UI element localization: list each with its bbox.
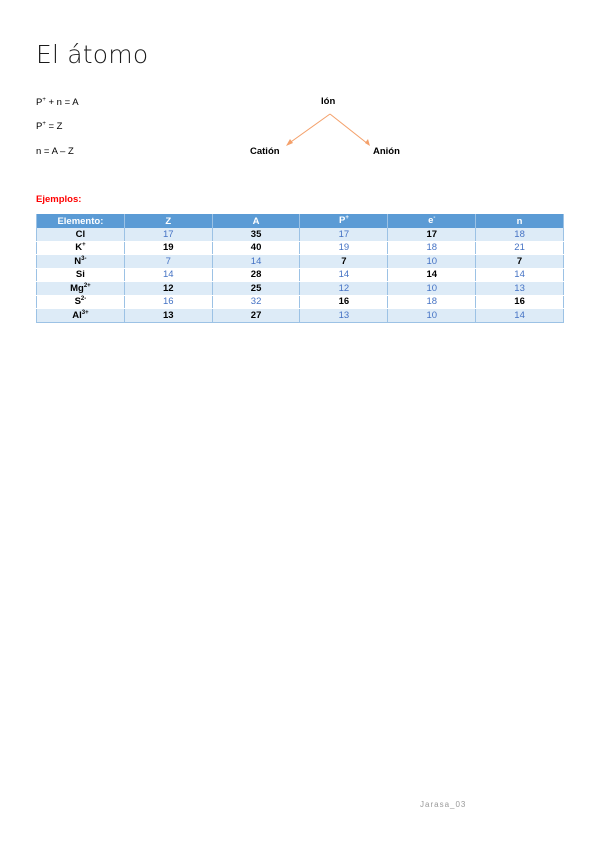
electron-value: 10 <box>388 282 476 296</box>
z-value: 13 <box>124 309 212 323</box>
arrow-head-anion <box>365 139 370 146</box>
neutron-value: 18 <box>476 228 564 241</box>
proton-value: 13 <box>300 309 388 323</box>
a-value: 27 <box>212 309 300 323</box>
neutron-value: 21 <box>476 241 564 255</box>
formula-mass-number: P+ + n = A <box>36 97 79 109</box>
proton-value: 7 <box>300 255 388 269</box>
proton-value: 14 <box>300 268 388 282</box>
electron-value: 18 <box>388 241 476 255</box>
element-symbol: Cl <box>37 228 125 241</box>
a-value: 35 <box>212 228 300 241</box>
header-neutrons: n <box>476 214 564 228</box>
ion-table <box>36 214 564 323</box>
anion-label: Anión <box>373 146 400 157</box>
table-row <box>37 268 564 282</box>
z-value: 12 <box>124 282 212 296</box>
element-symbol: $Mg^{2+}$ <box>37 282 125 296</box>
a-value: 40 <box>212 241 300 255</box>
neutron-value: 14 <box>476 268 564 282</box>
neutron-value: 14 <box>476 309 564 323</box>
footer-credit: Jarasa_03 <box>420 800 467 809</box>
z-value: 17 <box>124 228 212 241</box>
element-symbol: K+ <box>37 241 125 255</box>
arrow-to-cation <box>288 114 330 144</box>
z-value: 7 <box>124 255 212 269</box>
a-value: 25 <box>212 282 300 296</box>
a-value: 14 <box>212 255 300 269</box>
element-symbol: $Al^{3+}$ <box>37 309 125 323</box>
proton-value: 17 <box>300 228 388 241</box>
z-value: 19 <box>124 241 212 255</box>
header-electrons: e- <box>388 214 476 228</box>
neutron-value: 16 <box>476 295 564 309</box>
table-row <box>37 241 564 255</box>
table-row <box>37 255 564 269</box>
element-symbol: $S^{2-}$ <box>37 295 125 309</box>
electron-value: 10 <box>388 255 476 269</box>
header-z: Z <box>124 214 212 228</box>
table-row <box>37 295 564 309</box>
arrow-to-anion <box>330 114 368 144</box>
electron-value: 18 <box>388 295 476 309</box>
ion-diagram <box>240 92 420 162</box>
ion-label: Ión <box>321 96 336 107</box>
proton-value: 19 <box>300 241 388 255</box>
electron-value: 10 <box>388 309 476 323</box>
header-protons: P+ <box>300 214 388 228</box>
formula-atomic-number: P+ = Z <box>36 121 63 133</box>
table-row <box>37 228 564 241</box>
examples-heading: Ejemplos: <box>36 194 82 205</box>
formula-neutrons: n = A – Z <box>36 146 74 158</box>
element-symbol: Si <box>37 268 125 282</box>
proton-value: 16 <box>300 295 388 309</box>
table-header-row <box>37 214 564 228</box>
element-symbol: $N^{3-}$ <box>37 255 125 269</box>
proton-value: 12 <box>300 282 388 296</box>
neutron-value: 7 <box>476 255 564 269</box>
z-value: 14 <box>124 268 212 282</box>
arrow-head-cation <box>286 139 293 146</box>
a-value: 28 <box>212 268 300 282</box>
page-title: El átomo <box>36 40 149 69</box>
neutron-value: 13 <box>476 282 564 296</box>
table-row <box>37 282 564 296</box>
electron-value: 17 <box>388 228 476 241</box>
electron-value: 14 <box>388 268 476 282</box>
header-a: A <box>212 214 300 228</box>
z-value: 16 <box>124 295 212 309</box>
header-element: Elemento: <box>37 214 125 228</box>
table-row <box>37 309 564 323</box>
a-value: 32 <box>212 295 300 309</box>
cation-label: Catión <box>250 146 280 157</box>
